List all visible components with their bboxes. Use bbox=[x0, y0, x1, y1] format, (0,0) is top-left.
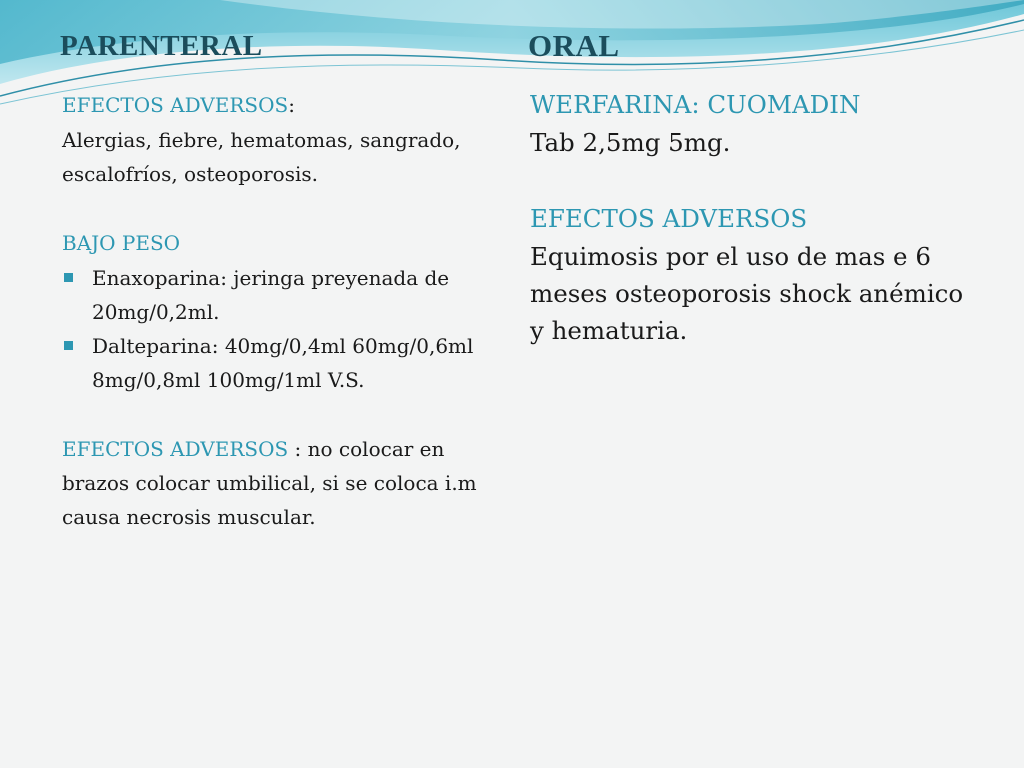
dosage-list-item bbox=[62, 329, 512, 397]
oral-adverse-effects-heading: EFECTOS ADVERSOS bbox=[530, 204, 808, 233]
dosage-text: Dalteparina: 40mg/0,4ml 60mg/0,6ml 8mg/0,8ml 100mg/1ml V.S. bbox=[92, 334, 474, 392]
adverse-effects-heading-2: EFECTOS ADVERSOS bbox=[62, 437, 289, 461]
adverse-effects-heading: EFECTOS ADVERSOS bbox=[62, 93, 289, 117]
square-bullet-icon bbox=[64, 273, 73, 282]
title-oral: ORAL bbox=[528, 28, 620, 63]
dosage-list-item bbox=[62, 261, 512, 329]
tablet-doses: Tab 2,5mg 5mg. bbox=[530, 128, 731, 157]
dosage-list bbox=[62, 261, 512, 397]
drug-heading: WERFARINA: CUOMADIN bbox=[530, 90, 861, 119]
low-weight-heading: BAJO PESO bbox=[62, 231, 181, 255]
oral-adverse-effects-text: Equimosis por el uso de mas e 6 meses osteoporosis shock anémico y hematuria. bbox=[530, 242, 964, 345]
adverse-effects-heading-line bbox=[62, 88, 512, 123]
oral-column bbox=[530, 86, 970, 349]
adverse-effects-warning-text: : no colocar en brazos colocar umbilical, si se coloca i.m causa necrosis muscular. bbox=[62, 437, 477, 529]
square-bullet-icon bbox=[64, 341, 73, 350]
dosage-text: Enaxoparina: jeringa preyenada de 20mg/0,2ml. bbox=[92, 266, 450, 324]
adverse-effects-warning bbox=[62, 432, 512, 534]
parenteral-column bbox=[62, 88, 512, 534]
adverse-effects-colon: : bbox=[288, 93, 295, 117]
title-parenteral: PARENTERAL bbox=[60, 30, 263, 62]
adverse-effects-text: Alergias, fiebre, hematomas, sangrado, escalofríos, osteoporosis. bbox=[62, 128, 461, 186]
